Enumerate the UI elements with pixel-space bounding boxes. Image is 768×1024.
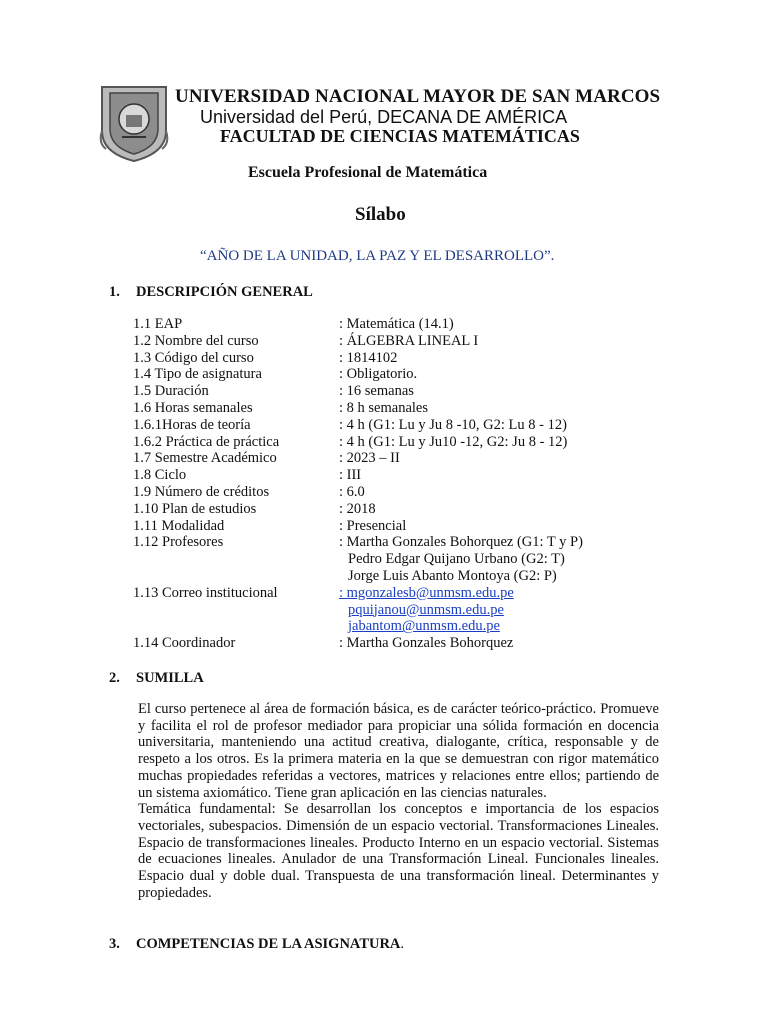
faculty-name: FACULTAD DE CIENCIAS MATEMÁTICAS <box>220 126 580 146</box>
info-value: : 4 h (G1: Lu y Ju 8 -10, G2: Lu 8 - 12) <box>339 416 567 433</box>
info-row <box>133 366 583 383</box>
info-label: 1.3 Código del curso <box>133 349 254 366</box>
info-row <box>133 383 583 400</box>
sumilla-body <box>138 701 659 901</box>
info-label: 1.4 Tipo de asignatura <box>133 366 262 383</box>
info-label: 1.12 Profesores <box>133 534 224 551</box>
info-label: 1.1 EAP <box>133 316 183 332</box>
info-value: : Martha Gonzales Bohorquez <box>339 635 514 652</box>
info-row <box>133 602 583 619</box>
email-link[interactable] <box>339 602 504 619</box>
info-row <box>133 551 583 568</box>
info-value: : 2023 – II <box>339 450 400 467</box>
section-title: DESCRIPCIÓN GENERAL <box>136 284 313 300</box>
section-heading-sumilla <box>109 670 204 687</box>
info-row <box>133 484 583 501</box>
sumilla-paragraph: Temática fundamental: Se desarrollan los conceptos e importancia de los espacios vectoriales, subespacios. Dimensión de un espacio vectorial. Transformaciones Lineales. Espacio de transformaciones lineales. Producto Interno en un espacio vectorial. Sistemas de ecuaciones lineales. Anulador de una Transformación Lineal. Funcionales lineales. Espacio dual y doble dual. Transpuesta de una transformación lineal. Determinantes y propiedades. <box>138 801 659 901</box>
info-label <box>133 568 339 585</box>
info-row <box>133 618 583 635</box>
info-value: : 6.0 <box>339 483 365 500</box>
info-label: 1.9 Número de créditos <box>133 483 270 500</box>
info-row <box>133 534 583 551</box>
info-row <box>133 450 583 467</box>
info-row <box>133 417 583 434</box>
info-row <box>133 400 583 417</box>
info-label: 1.6.1Horas de teoría <box>133 416 251 433</box>
info-value: : 2018 <box>339 500 376 517</box>
section-number: 3. <box>109 936 120 952</box>
info-row <box>133 518 583 535</box>
section-heading-competencias: 3. COMPETENCIAS DE LA ASIGNATURA. <box>109 936 405 952</box>
info-label <box>133 551 339 568</box>
info-row <box>133 350 583 367</box>
info-label: 1.10 Plan de estudios <box>133 500 257 517</box>
info-value: : Obligatorio. <box>339 366 418 383</box>
info-value: : Martha Gonzales Bohorquez (G1: T y P) <box>339 534 583 551</box>
info-label: 1.11 Modalidad <box>133 517 225 534</box>
info-label: 1.14 Coordinador <box>133 635 236 652</box>
section-title: SUMILLA <box>136 670 204 686</box>
info-value: : 4 h (G1: Lu y Ju10 -12, G2: Ju 8 - 12) <box>339 433 568 450</box>
info-value: : 16 semanas <box>339 383 414 400</box>
info-row <box>133 333 583 350</box>
info-label: 1.5 Duración <box>133 383 209 400</box>
general-info-table <box>133 316 583 652</box>
section-heading-general <box>109 284 313 301</box>
info-value: : III <box>339 467 362 484</box>
email-link-text[interactable]: : mgonzalesb@unmsm.edu.pe <box>339 584 514 601</box>
email-link-text[interactable]: jabantom@unmsm.edu.pe <box>348 618 500 635</box>
email-link[interactable] <box>339 618 500 635</box>
info-value: : 8 h semanales <box>339 399 428 416</box>
info-label: 1.13 Correo institucional <box>133 584 278 601</box>
university-name: UNIVERSIDAD NACIONAL MAYOR DE SAN MARCOS <box>175 86 661 107</box>
section-number: 2. <box>109 670 120 686</box>
info-label: 1.7 Semestre Académico <box>133 450 277 467</box>
info-label <box>133 618 339 635</box>
info-row <box>133 635 583 652</box>
section-title: COMPETENCIAS DE LA ASIGNATURA <box>136 936 401 952</box>
info-row <box>133 434 583 451</box>
info-label: 1.8 Ciclo <box>133 467 187 484</box>
info-row <box>133 467 583 484</box>
info-row <box>133 316 583 333</box>
university-seal-icon <box>96 83 172 163</box>
info-label: 1.6 Horas semanales <box>133 399 253 416</box>
info-row <box>133 501 583 518</box>
info-value: Pedro Edgar Quijano Urbano (G2: T) <box>348 551 565 568</box>
sumilla-paragraph: El curso pertenece al área de formación básica, es de carácter teórico-práctico. Promueve y facilita el rol de profesor mediador para propiciar una sólida formación en docencia universitaria, manteniendo una actitud creativa, dialogante, crítica, responsable y de respeto a los otros. Es la primera materia en la que se demuestran con rigor matemático muchas propiedades referidas a vectores, matrices y relaciones entre ellos; partiendo de un sistema axiomático. Tiene gran aplicación en las ciencias naturales. <box>138 701 659 801</box>
year-motto: “AÑO DE LA UNIDAD, LA PAZ Y EL DESARROLLO”. <box>200 248 555 264</box>
university-subtitle: Universidad del Perú, DECANA DE AMÉRICA <box>200 107 568 127</box>
section-number: 1. <box>109 284 120 300</box>
info-value: : Presencial <box>339 517 407 534</box>
document-title: Sílabo <box>355 204 406 225</box>
info-label <box>133 602 339 619</box>
email-link[interactable] <box>339 585 514 602</box>
info-label: 1.6.2 Práctica de práctica <box>133 433 280 450</box>
info-value: : 1814102 <box>339 349 398 366</box>
info-value: : ÁLGEBRA LINEAL I <box>339 332 479 349</box>
info-value: : Matemática (14.1) <box>339 316 454 332</box>
school-name: Escuela Profesional de Matemática <box>248 164 488 181</box>
info-row <box>133 568 583 585</box>
info-row <box>133 585 583 602</box>
info-label: 1.2 Nombre del curso <box>133 332 259 349</box>
email-link-text[interactable]: pquijanou@unmsm.edu.pe <box>348 601 504 618</box>
info-value: Jorge Luis Abanto Montoya (G2: P) <box>348 567 557 584</box>
